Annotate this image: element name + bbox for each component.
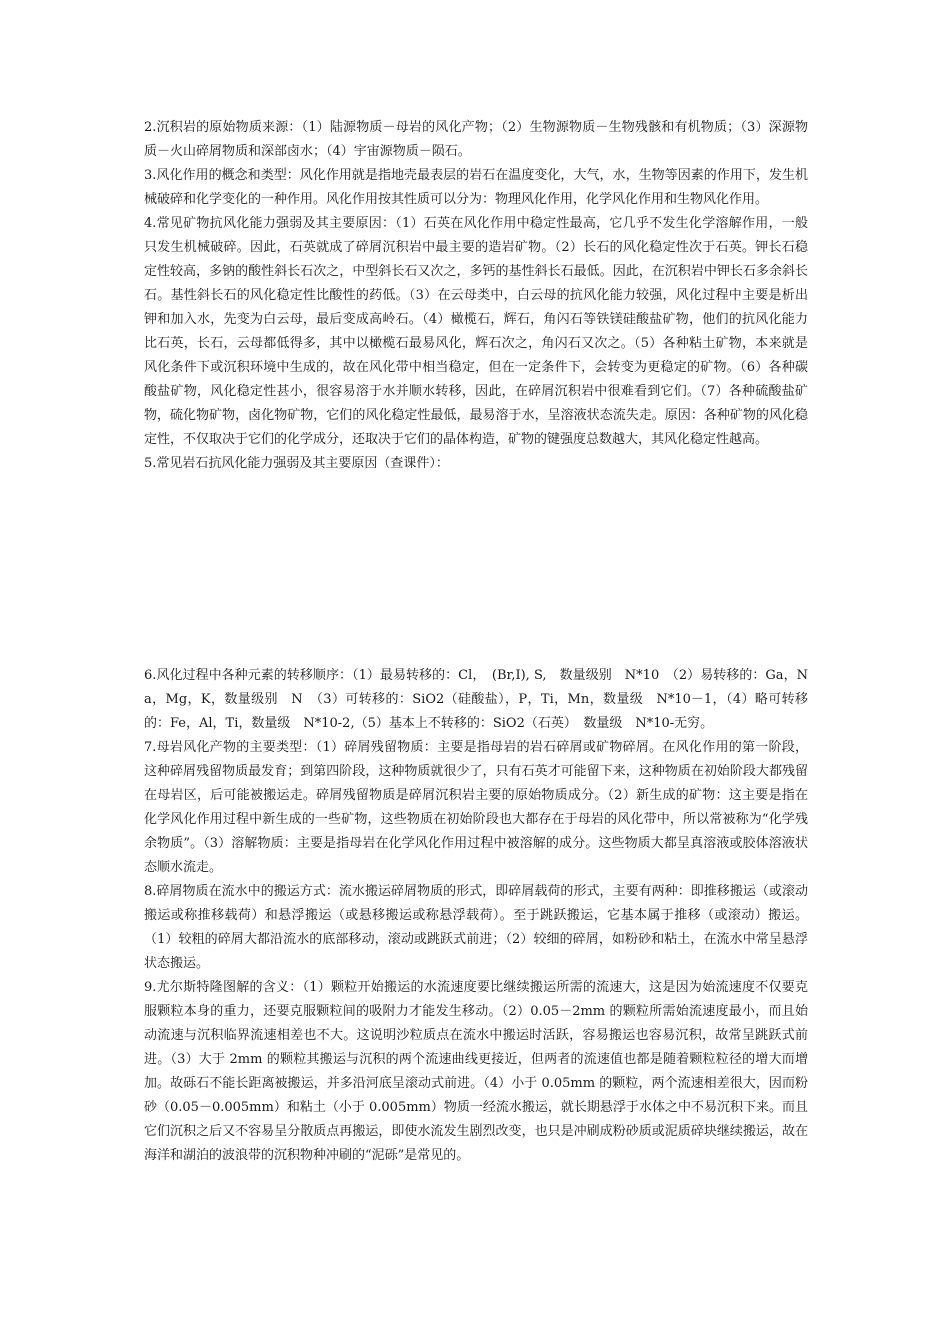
paragraph-7-products: 7.母岩风化产物的主要类型：（1）碎屑残留物质：主要是指母岩的岩石碎屑或矿物碎屑。在风化作用的第一阶段，这种碎屑残留物质最发育；到第四阶段，这种物质就很少了，只有石英才可能留下来，这种物质在初始阶段大都残留在母岩区，后可能被搬运走。碎屑残留物质是碎屑沉积岩主要的原始物质成分。（2）新生成的矿物：这主要是指在化学风化作用过程中新生成的一些矿物，这些物质在初始阶段也大都存在于母岩的风化带中，所以常被称为“化学残余物质”。（3）溶解物质：主要是指母岩在化学风化作用过程中被溶解的成分。这些物质大都呈真溶液或胶体溶液状态顺水流走。 (144, 740, 808, 875)
paragraph-4-minerals: 4.常见矿物抗风化能力强弱及其主要原因：（1）石英在风化作用中稳定性最高，它几乎不发生化学溶解作用，一般只发生机械破碎。因此，石英就成了碎屑沉积岩中最主要的造岩矿物。（2）长石的风化稳定性次于石英。钾长石稳定性较高，多钠的酸性斜长石次之，中型斜长石又次之，多钙的基性斜长石最低。因此，在沉积岩中钾长石多余斜长石。基性斜长石的风化稳定性比酸性的药低。（3）在云母类中，白云母的抗风化能力较强，风化过程中主要是析出钾和加入水，先变为白云母，最后变成高岭石。（4）橄榄石，辉石，角闪石等铁镁硅酸盐矿物，他们的抗风化能力比石英，长石，云母都低得多，其中以橄榄石最易风化，辉石次之，角闪石又次之。（5）各种粘土矿物，本来就是风化条件下或沉积环境中生成的，故在风化带中相当稳定，但在一定条件下，会转变为更稳定的矿物。（6）各种碳酸盐矿物，风化稳定性甚小，很容易溶于水并顺水转移，因此，在碎屑沉积岩中很难看到它们。（7）各种硫酸盐矿物，硫化物矿物，卤化物矿物，它们的风化稳定性最低，最易溶于水，呈溶液状态流失走。原因：各种矿物的风化稳定性，不仅取决于它们的化学成分，还取决于它们的晶体构造，矿物的键强度总数越大，其风化稳定性越高。 (144, 216, 808, 447)
text-block-top (144, 116, 808, 476)
paragraph-9-hjulstrom: 9.尤尔斯特隆图解的含义：（1）颗粒开始搬运的水流速度要比继续搬运所需的流速大，这是因为始流速度不仅要克服颗粒本身的重力，还要克服颗粒间的吸附力才能发生移动。（2）0.05－2mm 的颗粒所需始流速度最小，而且始动流速与沉积临界流速相差也不大。这说明沙粒质点在流水中搬运时活跃，容易搬运也容易沉积，故常呈跳跃式前进。（3）大于 2mm 的颗粒其搬运与沉积的两个流速曲线更接近，但两者的流速值也都是随着颗粒粒径的增大而增加。故砾石不能长距离被搬运，并多沿河底呈滚动式前进。（4）小于 0.05mm 的颗粒，两个流速相差很大，因而粉砂（0.05－0.005mm）和粘土（小于 0.005mm）物质一经流水搬运，就长期悬浮于水体之中不易沉积下来。而且它们沉积之后又不容易呈分散质点再搬运，即使水流发生剧烈改变，也只是冲刷成粉砂质或泥质碎块继续搬运，故在海洋和湖泊的波浪带的沉积物种冲刷的“泥砾”是常见的。 (144, 980, 808, 1163)
paragraph-3-weathering: 3.风化作用的概念和类型：风化作用就是指地壳最表层的岩石在温度变化，大气，水，生物等因素的作用下，发生机械破碎和化学变化的一种作用。风化作用按其性质可以分为：物理风化作用，化学风化作用和生物风化作用。 (144, 168, 808, 207)
paragraph-2-sources: 2.沉积岩的原始物质来源：（1）陆源物质－母岩的风化产物；（2）生物源物质－生物残骸和有机物质；（3）深源物质－火山碎屑物质和深部卤水；（4）宇宙源物质－陨石。 (144, 120, 808, 159)
paragraph-5-rocks: 5.常见岩石抗风化能力强弱及其主要原因（查课件）： (144, 456, 449, 471)
text-block-bottom (144, 664, 808, 1168)
paragraph-8-transport: 8.碎屑物质在流水中的搬运方式：流水搬运碎屑物质的形式，即碎屑载荷的形式，主要有两种：即推移搬运（或滚动搬运或称推移载荷）和悬浮搬运（或悬移搬运或称悬浮载荷）。至于跳跃搬运，它基本属于推移（或滚动）搬运。（1）较粗的碎屑大都沿流水的底部移动，滚动或跳跃式前进；（2）较细的碎屑，如粉砂和粘土，在流水中常呈悬浮状态搬运。 (144, 884, 808, 971)
paragraph-6-elements: 6.风化过程中各种元素的转移顺序：（1）最易转移的：Cl， (Br,I), S, 数量级别 N*10 （2）易转移的：Ga，Na，Mg，K，数量级别 N （3）可转移的：SiO2（硅酸盐），P，Ti，Mn，数量级 N*10－1，（4）略可转移的：Fe，Al，Ti，数量级 N*10-2,（5）基本上不转移的：SiO2（石英） 数量级 N*10-无穷。 (144, 668, 808, 731)
